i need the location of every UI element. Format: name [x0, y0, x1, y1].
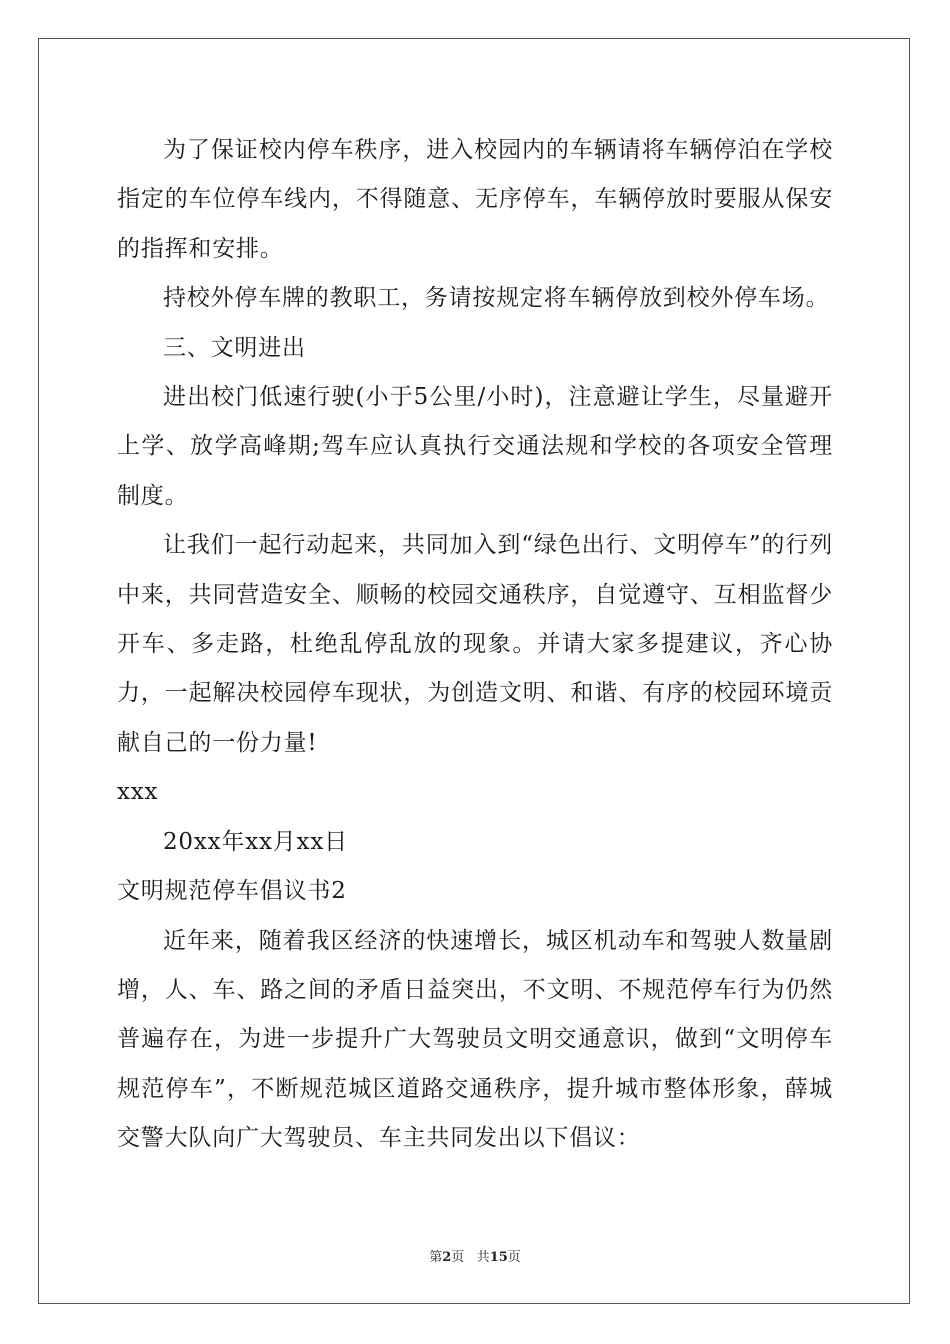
section-title-proposal-2: 文明规范停车倡议书2 — [117, 878, 347, 905]
section-heading-civilized-entry: 三、文明进出 — [163, 334, 306, 361]
total-pages: 15 — [489, 1250, 508, 1265]
date-line: 20xx年xx月xx日 — [163, 828, 348, 855]
paragraph-parking-order: 为了保证校内停车秩序，进入校园内的车辆请将车辆停泊在学校指定的车位停车线内，不得随意、无序停车，车辆停放时要服从保安的指挥和安排。 — [117, 137, 833, 262]
page-suffix: 页 — [451, 1250, 465, 1265]
paragraph-off-campus-permit: 持校外停车牌的教职工，务请按规定将车辆停放到校外停车场。 — [163, 285, 830, 312]
paragraph-proposal-intro: 近年来，随着我区经济的快速增长，城区机动车和驾驶人数量剧增，人、车、路之间的矛盾日益突出，不文明、不规范停车行为仍然普遍存在，为进一步提升广大驾驶员文明交通意识，做到“文明停车规范停车”，不断规范城区道路交通秩序，提升城市整体形象，薛城交警大队向广大驾驶员、车主共同发出以下倡议： — [117, 927, 833, 1152]
page-number: 2 — [442, 1250, 452, 1265]
total-prefix: 共 — [476, 1250, 490, 1265]
paragraph-low-speed: 进出校门低速行驶(小于5公里/小时)，注意避让学生，尽量避开上学、放学高峰期;驾车应认真执行交通法规和学校的各项安全管理制度。 — [117, 384, 833, 509]
signature: xxx — [117, 779, 159, 806]
page-prefix: 第 — [429, 1250, 443, 1265]
document-body — [117, 126, 833, 1164]
page-footer — [0, 1246, 950, 1265]
paragraph-call-to-action: 让我们一起行动起来，共同加入到“绿色出行、文明停车”的行列中来，共同营造安全、顺畅的校园交通秩序，自觉遵守、互相监督少开车、多走路，杜绝乱停乱放的现象。并请大家多提建议，齐心协力，一起解决校园停车现状，为创造文明、和谐、有序的校园环境贡献自己的一份力量! — [117, 532, 833, 756]
total-suffix: 页 — [507, 1250, 521, 1265]
